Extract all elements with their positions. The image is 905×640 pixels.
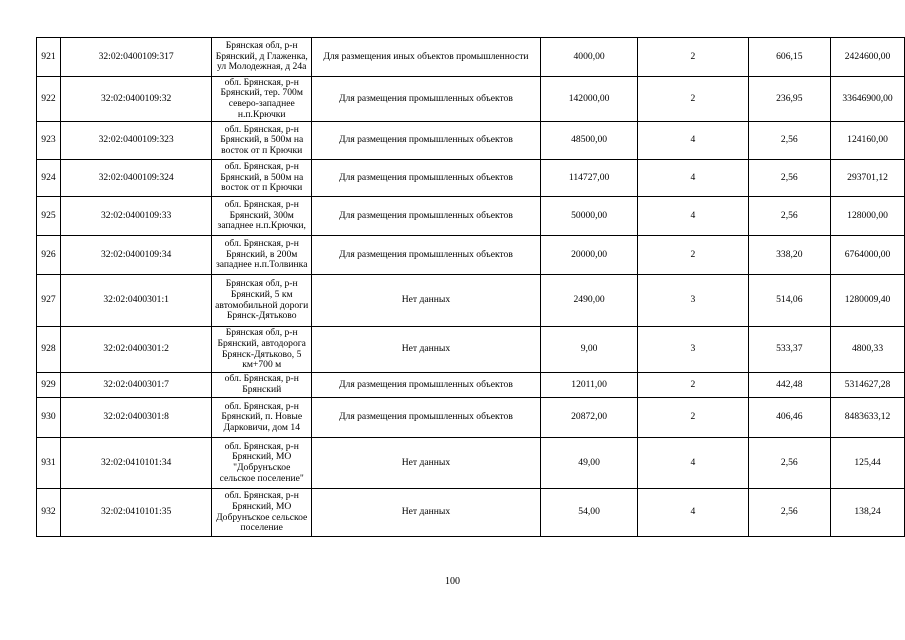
table-row [37, 373, 905, 398]
permitted-use-cell: Для размещения промышленных объектов [312, 398, 541, 438]
cadastral-value-cell: 124160,00 [831, 122, 905, 160]
table-row [37, 275, 905, 327]
area-cell: 54,00 [540, 489, 638, 537]
area-cell: 9,00 [540, 327, 638, 373]
permitted-use-cell: Для размещения промышленных объектов [312, 122, 541, 160]
area-cell: 2490,00 [540, 275, 638, 327]
table-row [37, 77, 905, 122]
row-number-cell: 931 [37, 438, 61, 489]
cadastral-number-cell: 32:02:0400109:33 [60, 197, 211, 236]
group-cell: 2 [638, 236, 748, 275]
cadastral-value-cell: 293701,12 [831, 160, 905, 197]
address-cell: обл. Брянская, р-н Брянский, в 500м на восток от п Крючки [212, 122, 312, 160]
cadastral-value-cell: 4800,33 [831, 327, 905, 373]
cadastral-value-cell: 2424600,00 [831, 38, 905, 77]
permitted-use-cell: Для размещения промышленных объектов [312, 236, 541, 275]
address-cell: обл. Брянская, р-н Брянский, 300м западнее н.п.Крючки, [212, 197, 312, 236]
area-cell: 20000,00 [540, 236, 638, 275]
table-row [37, 489, 905, 537]
cadastral-number-cell: 32:02:0410101:34 [60, 438, 211, 489]
cadastral-number-cell: 32:02:0400301:1 [60, 275, 211, 327]
row-number-cell: 927 [37, 275, 61, 327]
group-cell: 4 [638, 197, 748, 236]
specific-value-cell: 2,56 [748, 160, 831, 197]
cadastral-number-cell: 32:02:0410101:35 [60, 489, 211, 537]
address-cell: обл. Брянская, р-н Брянский, МО Добрунъское сельское поселение [212, 489, 312, 537]
table-row [37, 197, 905, 236]
specific-value-cell: 406,46 [748, 398, 831, 438]
permitted-use-cell: Для размещения промышленных объектов [312, 77, 541, 122]
permitted-use-cell: Нет данных [312, 275, 541, 327]
table-body [37, 38, 905, 537]
specific-value-cell: 514,06 [748, 275, 831, 327]
cadastral-value-cell: 125,44 [831, 438, 905, 489]
address-cell: обл. Брянская, р-н Брянский, п. Новые Дарковичи, дом 14 [212, 398, 312, 438]
cadastral-number-cell: 32:02:0400109:32 [60, 77, 211, 122]
area-cell: 48500,00 [540, 122, 638, 160]
row-number-cell: 932 [37, 489, 61, 537]
address-cell: Брянская обл, р-н Брянский, автодорога Брянск-Дятьково, 5 км+700 м [212, 327, 312, 373]
cadastral-value-cell: 1280009,40 [831, 275, 905, 327]
address-cell: обл. Брянская, р-н Брянский, в 500м на восток от п Крючки [212, 160, 312, 197]
specific-value-cell: 606,15 [748, 38, 831, 77]
table-row [37, 398, 905, 438]
permitted-use-cell: Для размещения промышленных объектов [312, 160, 541, 197]
table-row [37, 327, 905, 373]
group-cell: 4 [638, 489, 748, 537]
row-number-cell: 924 [37, 160, 61, 197]
row-number-cell: 926 [37, 236, 61, 275]
page-number: 100 [445, 576, 460, 587]
permitted-use-cell: Для размещения промышленных объектов [312, 197, 541, 236]
specific-value-cell: 533,37 [748, 327, 831, 373]
cadastral-number-cell: 32:02:0400109:317 [60, 38, 211, 77]
area-cell: 142000,00 [540, 77, 638, 122]
specific-value-cell: 2,56 [748, 197, 831, 236]
cadastral-value-cell: 138,24 [831, 489, 905, 537]
table-row [37, 38, 905, 77]
address-cell: обл. Брянская, р-н Брянский, МО "Добрунъское сельское поселение" [212, 438, 312, 489]
row-number-cell: 929 [37, 373, 61, 398]
row-number-cell: 921 [37, 38, 61, 77]
address-cell: обл. Брянская, р-н Брянский, тер. 700м северо-западнее н.п.Крючки [212, 77, 312, 122]
address-cell: обл. Брянская, р-н Брянский [212, 373, 312, 398]
row-number-cell: 923 [37, 122, 61, 160]
area-cell: 12011,00 [540, 373, 638, 398]
group-cell: 3 [638, 327, 748, 373]
address-cell: Брянская обл, р-н Брянский, д Глаженка, ул Молодежная, д 24а [212, 38, 312, 77]
area-cell: 20872,00 [540, 398, 638, 438]
specific-value-cell: 338,20 [748, 236, 831, 275]
cadastral-number-cell: 32:02:0400301:2 [60, 327, 211, 373]
cadastral-number-cell: 32:02:0400109:323 [60, 122, 211, 160]
cadastral-number-cell: 32:02:0400109:324 [60, 160, 211, 197]
permitted-use-cell: Нет данных [312, 327, 541, 373]
table-row [37, 438, 905, 489]
permitted-use-cell: Для размещения промышленных объектов [312, 373, 541, 398]
table-row [37, 236, 905, 275]
specific-value-cell: 2,56 [748, 489, 831, 537]
area-cell: 50000,00 [540, 197, 638, 236]
permitted-use-cell: Нет данных [312, 489, 541, 537]
group-cell: 4 [638, 160, 748, 197]
specific-value-cell: 2,56 [748, 122, 831, 160]
row-number-cell: 922 [37, 77, 61, 122]
cadastral-value-cell: 8483633,12 [831, 398, 905, 438]
group-cell: 4 [638, 122, 748, 160]
group-cell: 2 [638, 77, 748, 122]
cadastral-number-cell: 32:02:0400301:7 [60, 373, 211, 398]
group-cell: 2 [638, 373, 748, 398]
specific-value-cell: 442,48 [748, 373, 831, 398]
address-cell: обл. Брянская, р-н Брянский, в 200м западнее н.п.Толвинка [212, 236, 312, 275]
group-cell: 4 [638, 438, 748, 489]
area-cell: 4000,00 [540, 38, 638, 77]
group-cell: 2 [638, 398, 748, 438]
table-row [37, 122, 905, 160]
permitted-use-cell: Нет данных [312, 438, 541, 489]
cadastral-table [36, 37, 905, 537]
cadastral-value-cell: 6764000,00 [831, 236, 905, 275]
cadastral-value-cell: 128000,00 [831, 197, 905, 236]
cadastral-value-cell: 5314627,28 [831, 373, 905, 398]
specific-value-cell: 2,56 [748, 438, 831, 489]
group-cell: 3 [638, 275, 748, 327]
address-cell: Брянская обл, р-н Брянский, 5 км автомобильной дороги Брянск-Дятьково [212, 275, 312, 327]
group-cell: 2 [638, 38, 748, 77]
cadastral-number-cell: 32:02:0400301:8 [60, 398, 211, 438]
cadastral-value-cell: 33646900,00 [831, 77, 905, 122]
permitted-use-cell: Для размещения иных объектов промышленности [312, 38, 541, 77]
specific-value-cell: 236,95 [748, 77, 831, 122]
area-cell: 114727,00 [540, 160, 638, 197]
row-number-cell: 925 [37, 197, 61, 236]
area-cell: 49,00 [540, 438, 638, 489]
cadastral-number-cell: 32:02:0400109:34 [60, 236, 211, 275]
table-row [37, 160, 905, 197]
row-number-cell: 928 [37, 327, 61, 373]
row-number-cell: 930 [37, 398, 61, 438]
